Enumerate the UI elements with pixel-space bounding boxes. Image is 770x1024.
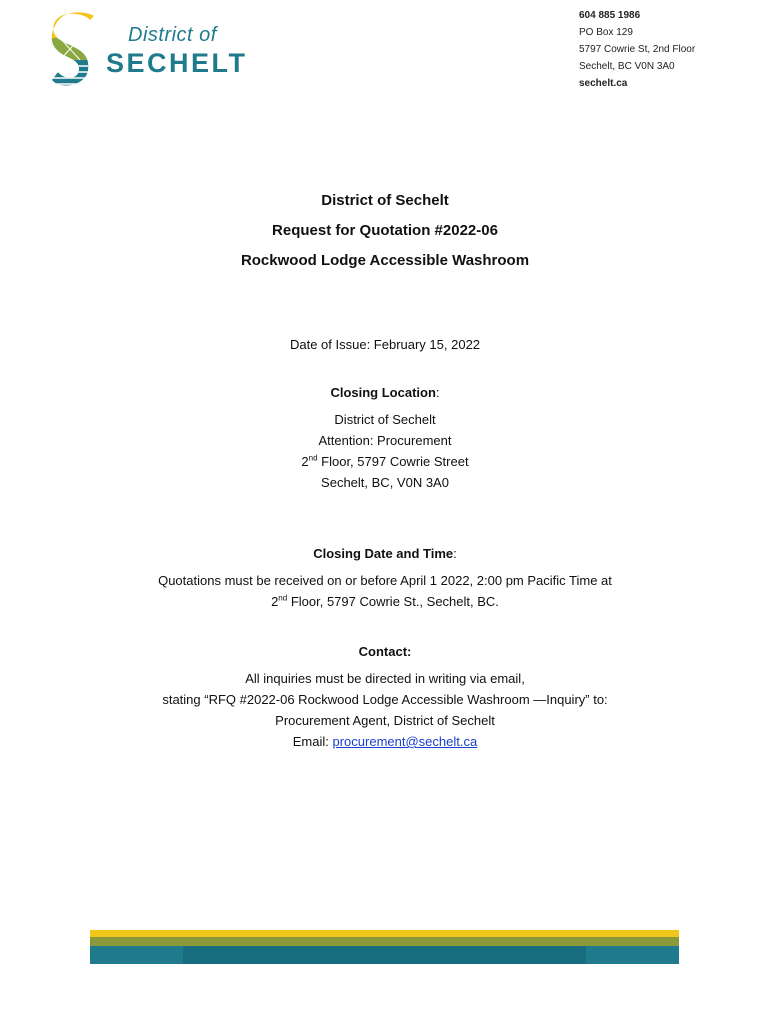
closing-location-line-1: District of Sechelt bbox=[334, 412, 436, 427]
contact-block bbox=[0, 641, 770, 752]
header-phone: 604 885 1986 bbox=[579, 10, 641, 21]
closing-date-line-1: Quotations must be received on or before April 1 2022, 2:00 pm Pacific Time at bbox=[158, 573, 612, 588]
header-website: sechelt.ca bbox=[579, 78, 628, 89]
title-line-1: District of Sechelt bbox=[321, 192, 449, 209]
closing-date-line-2: 2nd Floor, 5797 Cowrie St., Sechelt, BC. bbox=[271, 593, 499, 609]
footer-bar-yellow bbox=[90, 930, 679, 937]
closing-location-line-2: Attention: Procurement bbox=[318, 433, 452, 448]
closing-location-heading: Closing Location bbox=[330, 385, 436, 400]
contact-line-2: stating “RFQ #2022-06 Rockwood Lodge Accessible Washroom —Inquiry” to: bbox=[162, 692, 608, 707]
footer-bar-teal bbox=[90, 946, 679, 964]
sechelt-s-logo-icon bbox=[50, 10, 94, 90]
footer-color-bars bbox=[90, 930, 679, 964]
closing-location-line-3: 2nd Floor, 5797 Cowrie Street bbox=[301, 453, 469, 469]
issue-date-block bbox=[0, 334, 770, 355]
closing-date-block: Closing Date and Time: Quotations must be received on or before April 1 2022, 2:00 pm Pacific Time at 2nd Floor, 5797 Cowrie St., Sechelt, BC. bbox=[0, 543, 770, 612]
header-contact-block bbox=[579, 7, 695, 92]
procurement-email-link[interactable]: procurement@sechelt.ca bbox=[332, 734, 478, 749]
contact-email-line: Email: procurement@sechelt.ca bbox=[292, 734, 478, 749]
header-city: Sechelt, BC V0N 3A0 bbox=[579, 61, 675, 72]
contact-line-1: All inquiries must be directed in writing via email, bbox=[245, 671, 525, 686]
footer-bar-olive bbox=[90, 937, 679, 946]
document-title bbox=[0, 186, 770, 276]
contact-heading: Contact: bbox=[358, 644, 412, 659]
district-logo bbox=[50, 10, 250, 92]
header-street: 5797 Cowrie St, 2nd Floor bbox=[579, 44, 696, 55]
title-line-3: Rockwood Lodge Accessible Washroom bbox=[240, 252, 530, 269]
title-line-2: Request for Quotation #2022-06 bbox=[272, 222, 498, 239]
logo-sechelt-text: SECHELT bbox=[106, 48, 248, 78]
contact-line-3: Procurement Agent, District of Sechelt bbox=[275, 713, 495, 728]
closing-location-line-4: Sechelt, BC, V0N 3A0 bbox=[321, 475, 449, 490]
closing-location-block: Closing Location: District of Sechelt Attention: Procurement 2nd Floor, 5797 Cowrie Street Sechelt, BC, V0N 3A0 bbox=[0, 382, 770, 493]
header-po-box: PO Box 129 bbox=[579, 27, 633, 38]
issue-date: Date of Issue: February 15, 2022 bbox=[289, 337, 481, 352]
logo-district-text: District of bbox=[128, 24, 217, 46]
closing-date-heading: Closing Date and Time bbox=[313, 546, 454, 561]
